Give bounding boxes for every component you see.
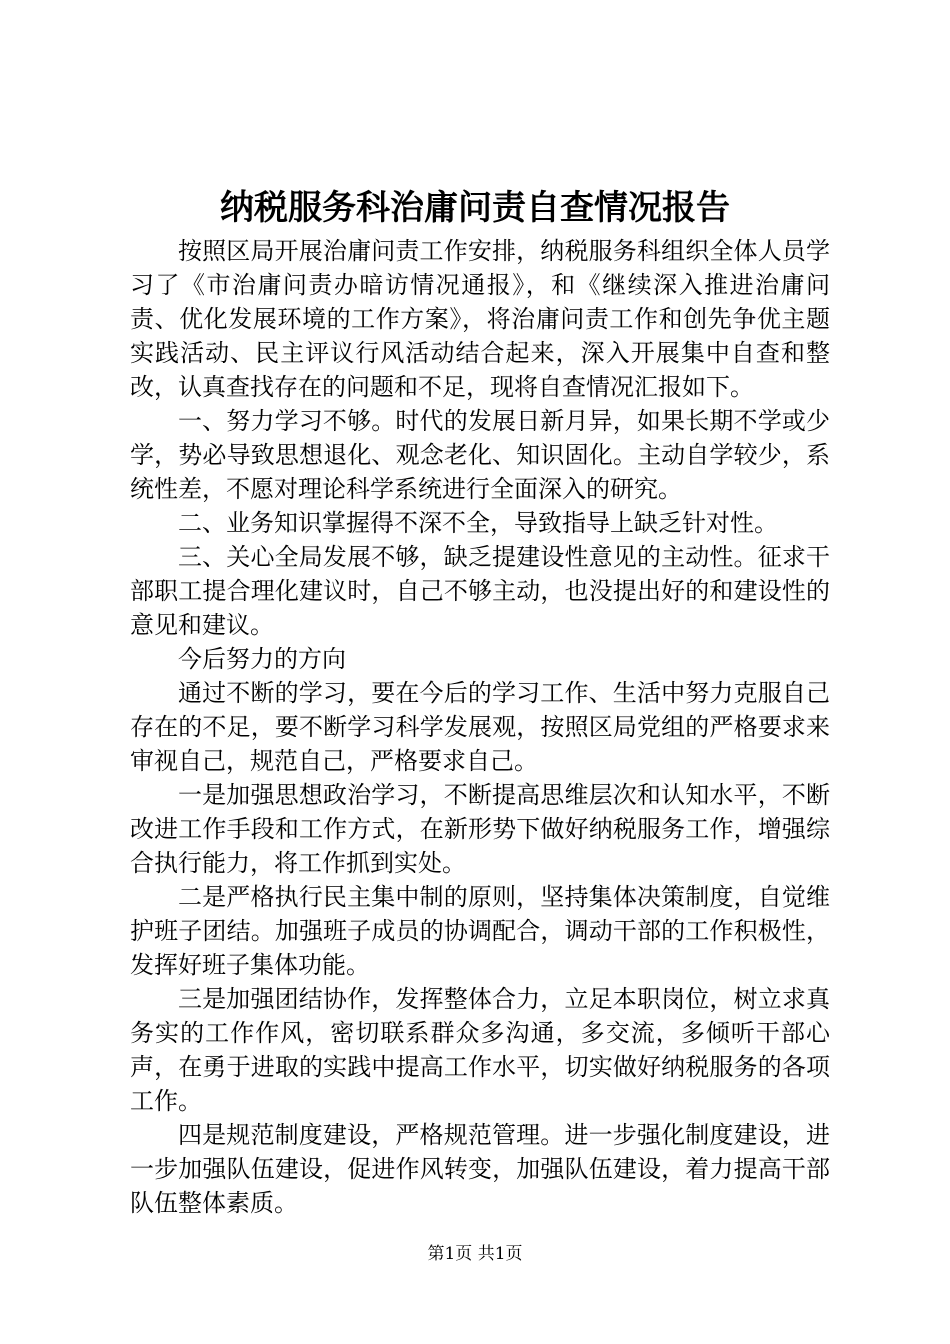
paragraph-measure-3: 三是加强团结协作，发挥整体合力，立足本职岗位，树立求真务实的工作作风，密切联系群众多沟通，多交流，多倾听干部心声，在勇于进取的实践中提高工作水平，切实做好纳税服务的各项工作。 <box>130 985 830 1115</box>
paragraph-measure-1: 一是加强思想政治学习，不断提高思维层次和认知水平，不断改进工作手段和工作方式，在新形势下做好纳税服务工作，增强综合执行能力，将工作抓到实处。 <box>130 781 830 877</box>
paragraph-issue-2: 二、业务知识掌握得不深不全，导致指导上缺乏针对性。 <box>178 509 778 537</box>
paragraph-intro: 按照区局开展治庸问责工作安排，纳税服务科组织全体人员学习了《市治庸问责办暗访情况通报》，和《继续深入推进治庸问责、优化发展环境的工作方案》，将治庸问责工作和创先争优主题实践活动、民主评议行风活动结合起来，深入开展集中自查和整改，认真查找存在的问题和不足，现将自查情况汇报如下。 <box>130 237 830 401</box>
document-body <box>130 234 830 1220</box>
paragraph-measure-2: 二是严格执行民主集中制的原则，坚持集体决策制度，自觉维护班子团结。加强班子成员的协调配合，调动干部的工作积极性，发挥好班子集体功能。 <box>130 883 830 979</box>
paragraph-direction-intro: 通过不断的学习，要在今后的学习工作、生活中努力克服自己存在的不足，要不断学习科学发展观，按照区局党组的严格要求来审视自己，规范自己，严格要求自己。 <box>130 679 830 775</box>
paragraph-issue-3: 三、关心全局发展不够，缺乏提建设性意见的主动性。征求干部职工提合理化建议时，自己不够主动，也没提出好的和建设性的意见和建议。 <box>130 543 830 639</box>
document-title: 纳税服务科治庸问责自查情况报告 <box>220 188 730 228</box>
section-heading-direction: 今后努力的方向 <box>178 645 346 673</box>
page-footer: 第1页 共1页 <box>427 1244 523 1264</box>
paragraph-issue-1: 一、努力学习不够。时代的发展日新月异，如果长期不学或少学，势必导致思想退化、观念老化、知识固化。主动自学较少，系统性差，不愿对理论科学系统进行全面深入的研究。 <box>130 407 830 503</box>
paragraph-measure-4: 四是规范制度建设，严格规范管理。进一步强化制度建设，进一步加强队伍建设，促进作风转变，加强队伍建设，着力提高干部队伍整体素质。 <box>130 1121 830 1217</box>
